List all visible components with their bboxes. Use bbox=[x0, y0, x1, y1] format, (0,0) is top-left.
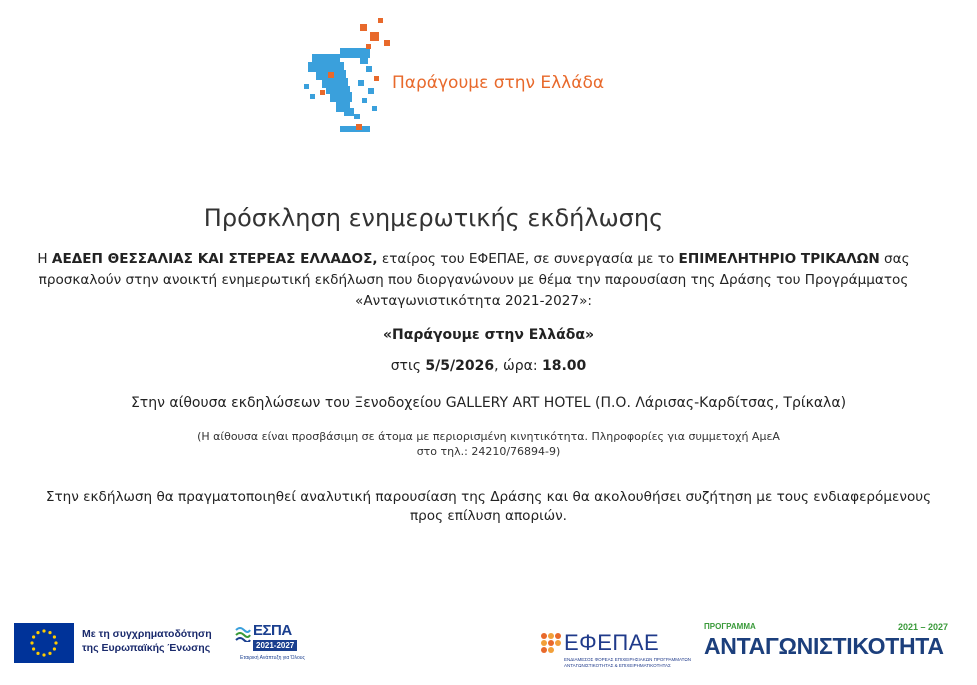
closing-paragraph: Στην εκδήλωση θα πραγματοποιηθεί αναλυτική παρουσίαση της Δράσης και θα ακολουθήσει συζήτηση με τους ενδιαφερόμενους προς επίλυση απoριών. bbox=[45, 489, 932, 524]
programme-name: «Παράγουμε στην Ελλάδα» bbox=[383, 327, 594, 343]
eu-text-line: της Ευρωπαϊκής Ένωσης bbox=[82, 642, 211, 654]
espa-subtitle: Εταιρική Ανάπτυξη για Όλους bbox=[240, 655, 305, 661]
accessibility-note-line: στο τηλ.: 24210/76894-9) bbox=[416, 445, 561, 458]
efepae-dots-icon bbox=[540, 632, 562, 654]
antag-programme-label: ΠΡΟΓΡΑΜΜΑ bbox=[704, 622, 756, 631]
accessibility-note-line: (Η αίθουσα είναι προσβάσιμη σε άτομα με περιορισμένη κινητικότητα. Πληροφορίες για συμμετοχή ΑμεΑ bbox=[197, 430, 780, 443]
programme-logo bbox=[300, 18, 630, 138]
efepae-subtitle: ΕΝΔΙΑΜΕΣΟΣ ΦΟΡΕΑΣ ΕΠΙΧΕΙΡΗΣΙΑΚΩΝ ΠΡΟΓΡΑΜΜΑΤΩΝ bbox=[564, 657, 691, 662]
logo-tagline: Παράγουμε στην Ελλάδα bbox=[392, 73, 605, 93]
eu-cofunding-logo bbox=[14, 623, 212, 663]
event-datetime bbox=[0, 358, 977, 374]
accessibility-note bbox=[0, 429, 977, 459]
espa-waves-icon bbox=[235, 626, 251, 642]
event-date: 5/5/2026 bbox=[425, 358, 495, 374]
intro-text: σας προσκαλούν στην ανοικτή ενημερωτική εκδήλωση που διοργανώνουν με θέμα την παρουσίαση της Δράσης του Προγράμματος «Ανταγωνιστικότητα 2021-2027»: bbox=[38, 251, 910, 309]
antagonistikotita-logo bbox=[704, 622, 952, 672]
event-time: 18.00 bbox=[542, 358, 587, 374]
page-title: Πρόσκληση ενημερωτικής εκδήλωσης bbox=[203, 204, 664, 232]
organizer-name: ΑΕΔΕΠ ΘΕΣΣΑΛΙΑΣ ΚΑΙ ΣΤΕΡΕΑΣ ΕΛΛΑΔΟΣ, bbox=[51, 251, 378, 267]
eu-text-line: Με τη συγχρηματοδότηση bbox=[82, 628, 212, 640]
efepae-word: ΕΦΕΠΑΕ bbox=[564, 630, 660, 655]
date-prefix: στις bbox=[390, 358, 426, 374]
espa-word: ΕΣΠΑ bbox=[253, 622, 292, 639]
espa-years: 2021-2027 bbox=[253, 640, 297, 651]
intro-text: Η bbox=[37, 251, 52, 267]
time-prefix: , ώρα: bbox=[494, 358, 542, 374]
partner-name: ΕΠΙΜΕΛΗΤΗΡΙΟ ΤΡΙΚΑΛΩΝ bbox=[678, 251, 880, 267]
eu-cofunding-text bbox=[82, 627, 212, 655]
antag-years: 2021 – 2027 bbox=[897, 622, 948, 632]
efepae-logo bbox=[540, 632, 690, 672]
antag-word: ΑΝΤΑΓΩΝΙΣΤΙΚΟΤΗΤΑ bbox=[704, 633, 944, 659]
efepae-subtitle: ΑΝΤΑΓΩΝΙΣΤΙΚΟΤΗΤΑΣ & ΕΠΙΧΕΙΡΗΜΑΤΙΚΟΤΗΤΑΣ bbox=[564, 663, 671, 668]
espa-logo bbox=[235, 624, 305, 664]
event-venue: Στην αίθουσα εκδηλώσεων του Ξενοδοχείου GALLERY ART HOTEL (Π.Ο. Λάρισας-Καρδίτσας, Τρίκαλα) bbox=[130, 395, 847, 411]
intro-paragraph bbox=[30, 249, 917, 312]
greece-map-icon bbox=[300, 18, 395, 138]
eu-flag-icon bbox=[14, 623, 74, 663]
intro-text: εταίρος του ΕΦΕΠΑΕ, σε συνεργασία με το bbox=[377, 251, 679, 267]
